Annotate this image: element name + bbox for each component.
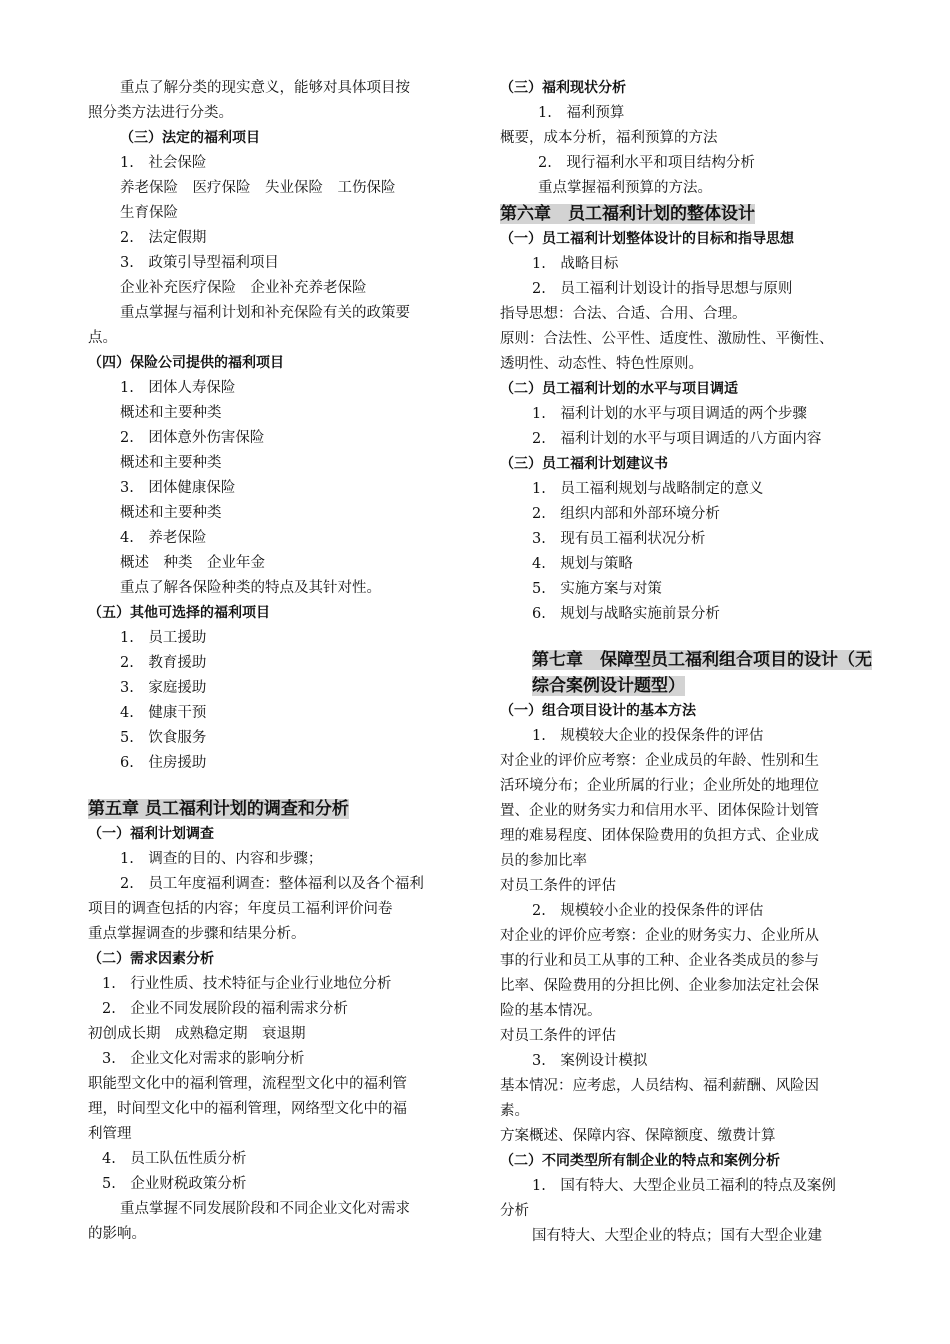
text-line: 3. 家庭援助: [120, 680, 207, 696]
text-line: 基本情况：应考虑，人员结构、福利薪酬、风险因: [500, 1078, 819, 1094]
text-line: 2. 现行福利水平和项目结构分析: [538, 155, 755, 171]
text-line: 2. 员工年度福利调查：整体福利以及各个福利: [120, 876, 424, 892]
text-line: 理，时间型文化中的福利管理，网络型文化中的福: [88, 1101, 407, 1117]
text-line: 重点掌握福利预算的方法。: [538, 180, 712, 196]
text-line: 分析: [500, 1203, 529, 1219]
spacer: [500, 627, 880, 647]
text-line: 2. 福利计划的水平与项目调适的八方面内容: [532, 431, 822, 447]
text-line: 对企业的评价应考察：企业的财务实力、企业所从: [500, 928, 819, 944]
text-line: 4. 规划与策略: [532, 556, 633, 572]
section-heading: （一）组合项目设计的基本方法: [500, 703, 696, 719]
text-line: 概述和主要种类: [120, 405, 222, 421]
text-line: 项目的调查包括的内容；年度员工福利评价问卷: [88, 901, 393, 917]
chapter-heading-text: 第七章 保障型员工福利组合项目的设计（无综合案例设计题型）: [532, 650, 872, 696]
chapter-heading: [500, 647, 880, 699]
text-line: 5. 企业财税政策分析: [102, 1176, 247, 1192]
text-line: 2. 组织内部和外部环境分析: [532, 506, 720, 522]
section-heading: （三）法定的福利项目: [120, 130, 260, 146]
text-line: 指导思想：合法、合适、合用、合理。: [500, 306, 747, 322]
text-line: 2. 员工福利计划设计的指导思想与原则: [532, 281, 793, 297]
text-line: 对企业的评价应考察：企业成员的年龄、性别和生: [500, 753, 819, 769]
text-line: 1. 福利计划的水平与项目调适的两个步骤: [532, 406, 807, 422]
text-line: 6. 住房援助: [120, 755, 207, 771]
chapter-heading-text: 第五章 员工福利计划的调查和分析: [88, 799, 349, 819]
text-line: 重点掌握调查的步骤和结果分析。: [88, 926, 306, 942]
text-line: 员的参加比率: [500, 853, 587, 869]
text-line: 险的基本情况。: [500, 1003, 602, 1019]
text-line: 1. 社会保险: [120, 155, 207, 171]
right-column: [500, 76, 880, 1249]
text-line: 1. 规模较大企业的投保条件的评估: [532, 728, 764, 744]
text-line: 1. 战略目标: [532, 256, 619, 272]
text-line: 4. 健康干预: [120, 705, 207, 721]
text-line: 2. 企业不同发展阶段的福利需求分析: [102, 1001, 348, 1017]
section-heading: （二）不同类型所有制企业的特点和案例分析: [500, 1153, 780, 1169]
chapter-heading: [88, 796, 463, 822]
text-line: 1. 员工援助: [120, 630, 207, 646]
section-heading: （五）其他可选择的福利项目: [88, 605, 270, 621]
text-line: 2. 教育援助: [120, 655, 207, 671]
text-line: 概述 种类 企业年金: [120, 555, 265, 571]
section-heading: （三）福利现状分析: [500, 80, 626, 96]
text-line: 职能型文化中的福利管理，流程型文化中的福利管: [88, 1076, 407, 1092]
text-line: 对员工条件的评估: [500, 878, 616, 894]
text-line: 置、企业的财务实力和信用水平、团体保险计划管: [500, 803, 819, 819]
text-line: 3. 企业文化对需求的影响分析: [102, 1051, 305, 1067]
text-line: 生育保险: [120, 205, 178, 221]
chapter-heading-text: 第六章 员工福利计划的整体设计: [500, 204, 755, 224]
text-line: 2. 团体意外伤害保险: [120, 430, 265, 446]
text-line: 1. 福利预算: [538, 105, 625, 121]
text-line: 重点了解各保险种类的特点及其针对性。: [120, 580, 381, 596]
text-line: 5. 实施方案与对策: [532, 581, 662, 597]
text-line: 比率、保险费用的分担比例、企业参加法定社会保: [500, 978, 819, 994]
section-heading: （三）员工福利计划建议书: [500, 456, 668, 472]
text-line: 利管理: [88, 1126, 132, 1142]
text-line: 2. 规模较小企业的投保条件的评估: [532, 903, 764, 919]
text-line: 养老保险 医疗保险 失业保险 工伤保险: [120, 180, 396, 196]
text-line: 概述和主要种类: [120, 455, 222, 471]
section-heading: （一）福利计划调查: [88, 826, 214, 842]
text-line: 点。: [88, 330, 117, 346]
text-line: 1. 团体人寿保险: [120, 380, 236, 396]
text-line: 对员工条件的评估: [500, 1028, 616, 1044]
text-line: 概述和主要种类: [120, 505, 222, 521]
text-line: 3. 现有员工福利状况分析: [532, 531, 706, 547]
text-line: 5. 饮食服务: [120, 730, 207, 746]
left-column: [88, 76, 463, 1247]
text-line: 方案概述、保障内容、保障额度、缴费计算: [500, 1128, 776, 1144]
text-line: 1. 国有特大、大型企业员工福利的特点及案例: [532, 1178, 836, 1194]
text-line: 国有特大、大型企业的特点；国有大型企业建: [532, 1228, 822, 1244]
text-line: 重点掌握与福利计划和补充保险有关的政策要: [120, 305, 410, 321]
section-heading: （一）员工福利计划整体设计的目标和指导思想: [500, 231, 794, 247]
text-line: 素。: [500, 1103, 529, 1119]
text-line: 照分类方法进行分类。: [88, 105, 233, 121]
chapter-heading: [500, 201, 880, 227]
text-line: 事的行业和员工从事的工种、企业各类成员的参与: [500, 953, 819, 969]
text-line: 理的难易程度、团体保险费用的负担方式、企业成: [500, 828, 819, 844]
text-line: 初创成长期 成熟稳定期 衰退期: [88, 1026, 306, 1042]
text-line: 的影响。: [88, 1226, 146, 1242]
text-line: 1. 员工福利规划与战略制定的意义: [532, 481, 764, 497]
text-line: 3. 案例设计模拟: [532, 1053, 648, 1069]
text-line: 4. 养老保险: [120, 530, 207, 546]
text-line: 重点了解分类的现实意义，能够对具体项目按: [120, 80, 410, 96]
text-line: 重点掌握不同发展阶段和不同企业文化对需求: [120, 1201, 410, 1217]
text-line: 原则：合法性、公平性、适度性、激励性、平衡性、: [500, 331, 834, 347]
spacer: [88, 776, 463, 796]
text-line: 活环境分布；企业所属的行业；企业所处的地理位: [500, 778, 819, 794]
text-line: 企业补充医疗保险 企业补充养老保险: [120, 280, 367, 296]
text-line: 透明性、动态性、特色性原则。: [500, 356, 703, 372]
text-line: 1. 调查的目的、内容和步骤；: [120, 851, 323, 867]
text-line: 3. 团体健康保险: [120, 480, 236, 496]
text-line: 2. 法定假期: [120, 230, 207, 246]
text-line: 概要，成本分析，福利预算的方法: [500, 130, 718, 146]
section-heading: （二）员工福利计划的水平与项目调适: [500, 381, 738, 397]
section-heading: （二）需求因素分析: [88, 951, 214, 967]
text-line: 4. 员工队伍性质分析: [102, 1151, 247, 1167]
text-line: 3. 政策引导型福利项目: [120, 255, 279, 271]
text-line: 6. 规划与战略实施前景分析: [532, 606, 720, 622]
section-heading: （四）保险公司提供的福利项目: [88, 355, 284, 371]
text-line: 1. 行业性质、技术特征与企业行业地位分析: [102, 976, 392, 992]
